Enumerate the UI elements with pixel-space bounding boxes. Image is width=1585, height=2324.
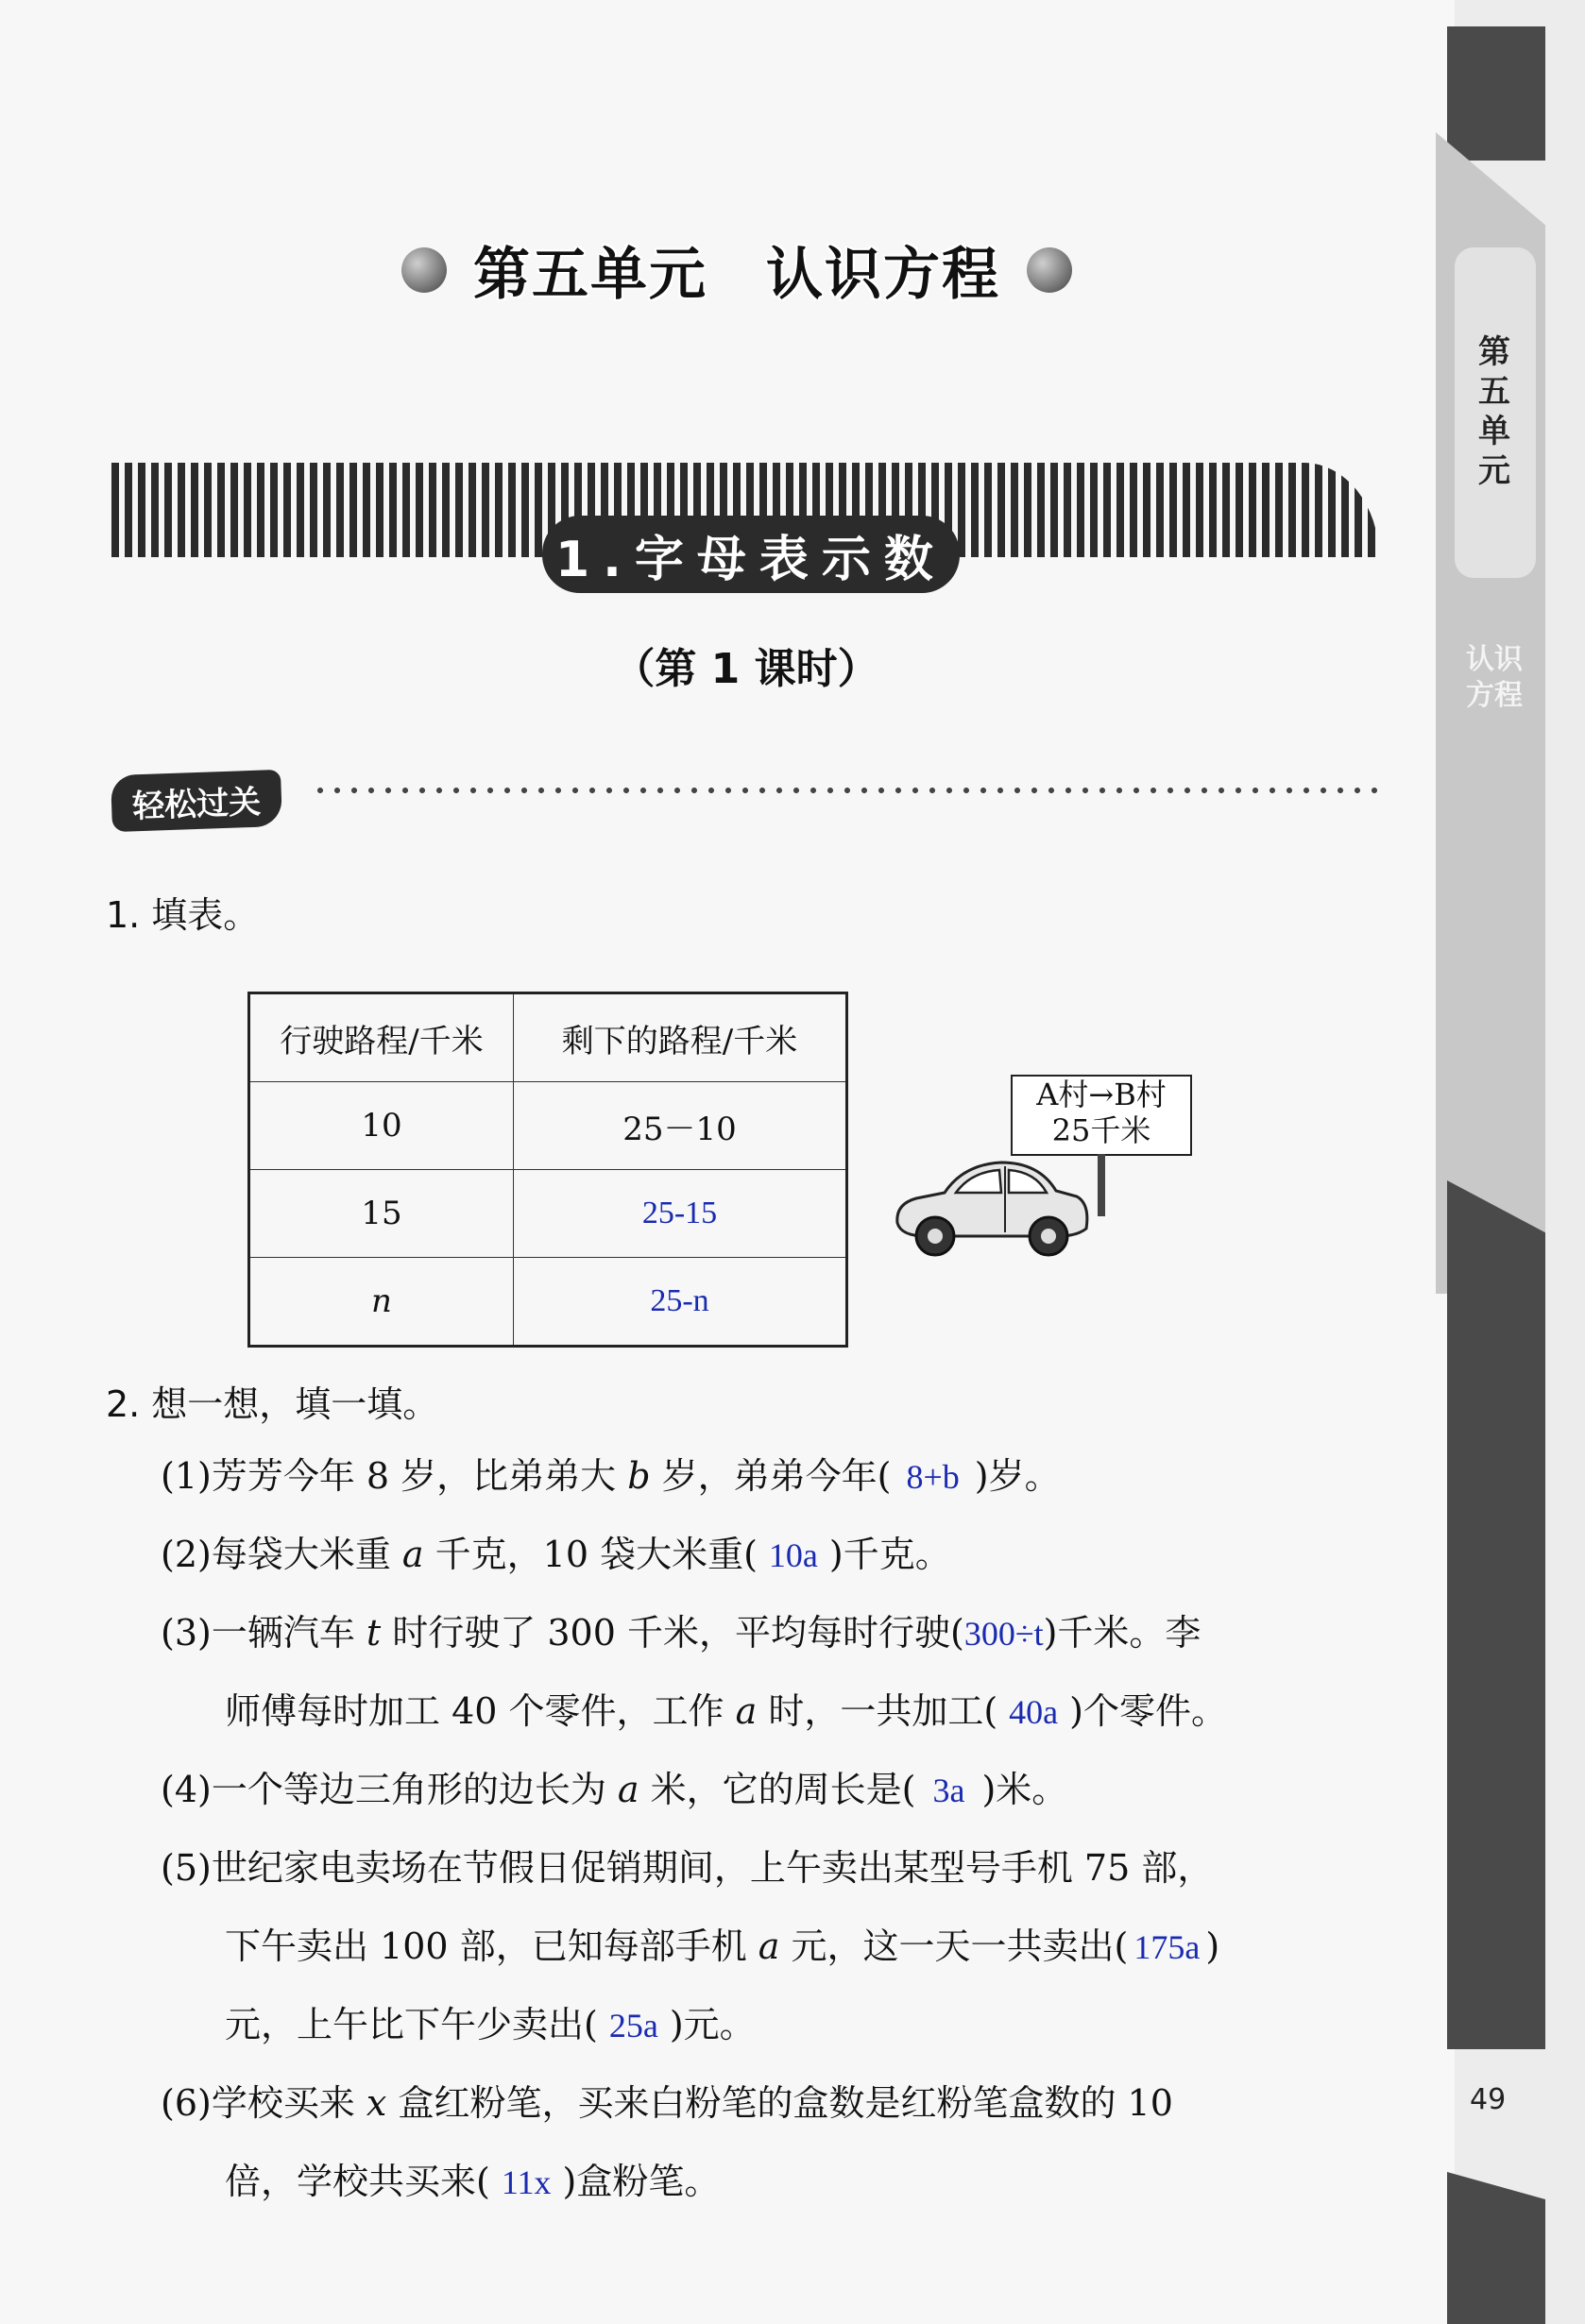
item-text: )岁。	[974, 1455, 1061, 1497]
item-text: 元，这一天一共卖出(	[779, 1925, 1129, 1967]
page-number: 49	[1470, 2083, 1507, 2116]
distance-table	[247, 992, 848, 1348]
q2-item-2	[161, 1533, 951, 1577]
unit-title-row	[378, 232, 1096, 308]
item-text: )盒粉笔。	[562, 2161, 721, 2202]
table-header-row	[249, 993, 847, 1082]
side-decoration-top	[1447, 26, 1545, 161]
section-label: 轻松过关	[111, 770, 282, 832]
variable: x	[366, 2082, 387, 2124]
question-2-title	[106, 1375, 438, 1427]
item-text: 师傅每时加工 40 个零件，工作	[225, 1690, 736, 1732]
item-text: )	[1205, 1925, 1220, 1967]
item-text: (3)一辆汽车	[161, 1612, 366, 1654]
unit-title: 第五单元 认识方程	[473, 242, 1000, 308]
q2-item-5-cont2	[225, 2003, 756, 2047]
item-text: )千克。	[828, 1534, 951, 1575]
table-row	[249, 1258, 847, 1347]
answer: 175a	[1133, 1928, 1201, 1966]
table-row	[249, 1082, 847, 1170]
table-cell: 15	[249, 1170, 514, 1258]
car-icon	[888, 1138, 1096, 1270]
item-text: 盒红粉笔，买来白粉笔的盒数是红粉笔盒数的 10	[386, 2082, 1173, 2124]
item-text: )元。	[669, 2004, 756, 2045]
q2-item-6	[161, 2081, 1173, 2125]
variable: a	[401, 1534, 424, 1575]
side-unit-label: 第五单元	[1478, 333, 1510, 490]
answer: 10a	[768, 1536, 818, 1574]
dotted-divider	[312, 786, 1379, 795]
q2-item-3	[161, 1611, 1201, 1655]
table-row	[249, 1170, 847, 1258]
question-text: 想一想，填一填。	[151, 1383, 439, 1425]
item-text: 倍，学校共买来(	[225, 2161, 490, 2202]
question-1-title	[106, 886, 259, 938]
variable: t	[366, 1612, 382, 1654]
q2-item-6-cont	[225, 2160, 720, 2204]
table-cell: n	[249, 1258, 514, 1347]
item-text: 时，一共加工(	[757, 1690, 998, 1732]
table-answer-cell: 25-n	[514, 1258, 847, 1347]
side-decoration-middle	[1447, 1180, 1545, 2049]
table-cell: 10	[249, 1082, 514, 1170]
table-answer-cell: 25-15	[514, 1170, 847, 1258]
item-text: (2)每袋大米重	[161, 1534, 402, 1575]
item-text: (5)世纪家电卖场在节假日促销期间，上午卖出某型号手机 75 部，	[161, 1847, 1214, 1889]
item-text: 元，上午比下午少卖出(	[225, 2004, 598, 2045]
question-text: 填表。	[151, 894, 260, 936]
item-text: 时行驶了 300 千米，平均每时行驶(	[381, 1612, 964, 1654]
q2-item-4	[161, 1768, 1067, 1812]
answer: 40a	[1009, 1693, 1059, 1731]
lesson-title: 1.字母表示数	[542, 516, 960, 593]
table-cell: 25－10	[514, 1082, 847, 1170]
table-header-cell: 行驶路程/千米	[249, 993, 514, 1082]
item-text: 米，它的周长是(	[639, 1769, 916, 1810]
side-decoration-bottom	[1447, 2172, 1545, 2324]
item-text: (6)学校买来	[161, 2082, 366, 2124]
q2-item-5	[161, 1846, 1213, 1890]
item-text: 岁，弟弟今年(	[650, 1455, 892, 1497]
answer: 3a	[932, 1772, 965, 1809]
item-text: 下午卖出 100 部，已知每部手机	[225, 1925, 758, 1967]
road-sign-line: A村→B村	[1036, 1077, 1167, 1112]
sign-post	[1098, 1154, 1105, 1216]
variable: a	[735, 1690, 758, 1732]
variable: a	[758, 1925, 780, 1967]
item-text: (4)一个等边三角形的边长为	[161, 1769, 618, 1810]
question-number: 1.	[106, 894, 141, 936]
q2-item-3-cont	[225, 1689, 1227, 1734]
q2-item-5-cont	[225, 1925, 1219, 1969]
variable: a	[617, 1769, 639, 1810]
item-text: 千克，10 袋大米重(	[423, 1534, 758, 1575]
answer: 300÷t	[963, 1615, 1044, 1653]
answer: 8+b	[906, 1458, 960, 1496]
item-text: )千米。李	[1043, 1612, 1202, 1654]
variable: b	[627, 1455, 651, 1497]
item-text: )米。	[981, 1769, 1068, 1810]
lesson-period: （第 1 课时）	[613, 645, 879, 693]
question-number: 2.	[106, 1383, 141, 1425]
item-text: )个零件。	[1069, 1690, 1227, 1732]
item-text: (1)芳芳今年 8 岁，比弟弟大	[161, 1455, 628, 1497]
circle-bullet-icon	[1027, 247, 1072, 293]
road-sign-line: 25千米	[1051, 1112, 1151, 1148]
side-topic-label: 认识方程	[1466, 643, 1523, 712]
answer: 11x	[501, 2163, 552, 2201]
table-header-cell: 剩下的路程/千米	[514, 993, 847, 1082]
answer: 25a	[608, 2007, 658, 2044]
circle-bullet-icon	[401, 247, 447, 293]
q2-item-1	[161, 1454, 1061, 1499]
